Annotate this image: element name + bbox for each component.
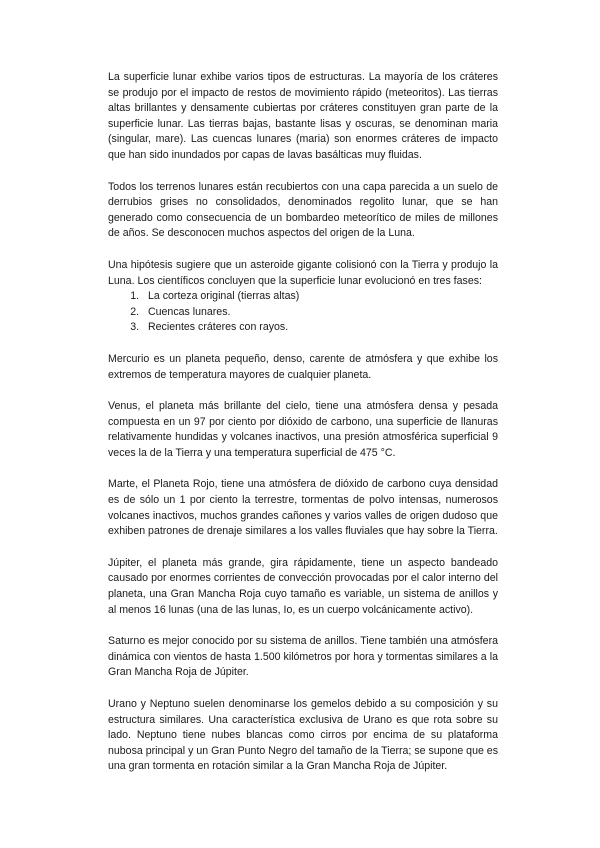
- paragraph-mars: Marte, el Planeta Rojo, tiene una atmósfera de dióxido de carbono cuya densidad es de sólo un 1 por ciento la terrestre, tormentas de polvo intensas, numerosos volcanes inactivos, muchos grandes cañones y varios valles de origen dudoso que exhiben patrones de drenaje similares a los valles fluviales que hay sobre la Tierra.: [108, 478, 498, 538]
- paragraph-uranus-neptune: Urano y Neptuno suelen denominarse los gemelos debido a su composición y su estructura similares. Una característica exclusiva de Urano es que rota sobre su lado. Neptuno tiene nubes blancas como cirros por encima de su plataforma nubosa principal y un Gran Punto Negro del tamaño de la Tierra; se supone que es una gran tormenta en rotación similar a la Gran Mancha Roja de Júpiter.: [108, 698, 498, 773]
- paragraph-lunar-surface: La superficie lunar exhibe varios tipos de estructuras. La mayoría de los cráteres se produjo por el impacto de restos de movimiento rápido (meteoritos). Las tierras altas brillantes y densamente cubiertas por cráteres constituyen gran parte de la superficie lunar. Las tierras bajas, bastante lisas y oscuras, se denominan maria (singular, mare). Las cuencas lunares (maria) son enormes cráteres de impacto que han sido inundados por capas de lavas basálticas muy fluidas.: [108, 71, 498, 161]
- list-item: 1. La corteza original (tierras altas): [142, 289, 498, 305]
- list-item: 2. Cuencas lunares.: [142, 305, 498, 321]
- paragraph-moon-origin: Una hipótesis sugiere que un asteroide gigante colisionó con la Tierra y produjo la Luna. Los científicos concluyen que la superficie lunar evolucionó en tres fases:: [108, 258, 498, 287]
- document-body: [108, 70, 498, 791]
- paragraph-venus: Venus, el planeta más brillante del cielo, tiene una atmósfera densa y pesada compuesta en un 97 por ciento por dióxido de carbono, una superficie de llanuras relativamente hundidas y volcanes inactivos, una presión atmosférica superficial 9 veces la de la Tierra y una temperatura superficial de 475 °C.: [108, 400, 498, 459]
- paragraph-saturn: Saturno es mejor conocido por su sistema de anillos. Tiene también una atmósfera dinámica con vientos de hasta 1.500 kilómetros por hora y tormentas similares a la Gran Mancha Roja de Júpiter.: [108, 635, 498, 679]
- paragraph-mercury: Mercurio es un planeta pequeño, denso, carente de atmósfera y que exhibe los extremos de temperatura mayores de cualquier planeta.: [108, 352, 498, 381]
- paragraph-lunar-regolith: Todos los terrenos lunares están recubiertos con una capa parecida a un suelo de derrubios grises no consolidados, denominados regolito lunar, que se han generado como consecuencia de un bombardeo meteorítico de miles de millones de años. Se desconocen muchos aspectos del origen de la Luna.: [108, 180, 498, 240]
- lunar-phases-list: [108, 289, 498, 336]
- list-item: 3. Recientes cráteres con rayos.: [142, 320, 498, 336]
- paragraph-jupiter: Júpiter, el planeta más grande, gira rápidamente, tiene un aspecto bandeado causado por enormes corrientes de convección provocadas por el calor interno del planeta, una Gran Mancha Roja cuyo tamaño es variable, un sistema de anillos y al menos 16 lunas (una de las lunas, Io, es un cuerpo volcánicamente activo).: [108, 556, 498, 616]
